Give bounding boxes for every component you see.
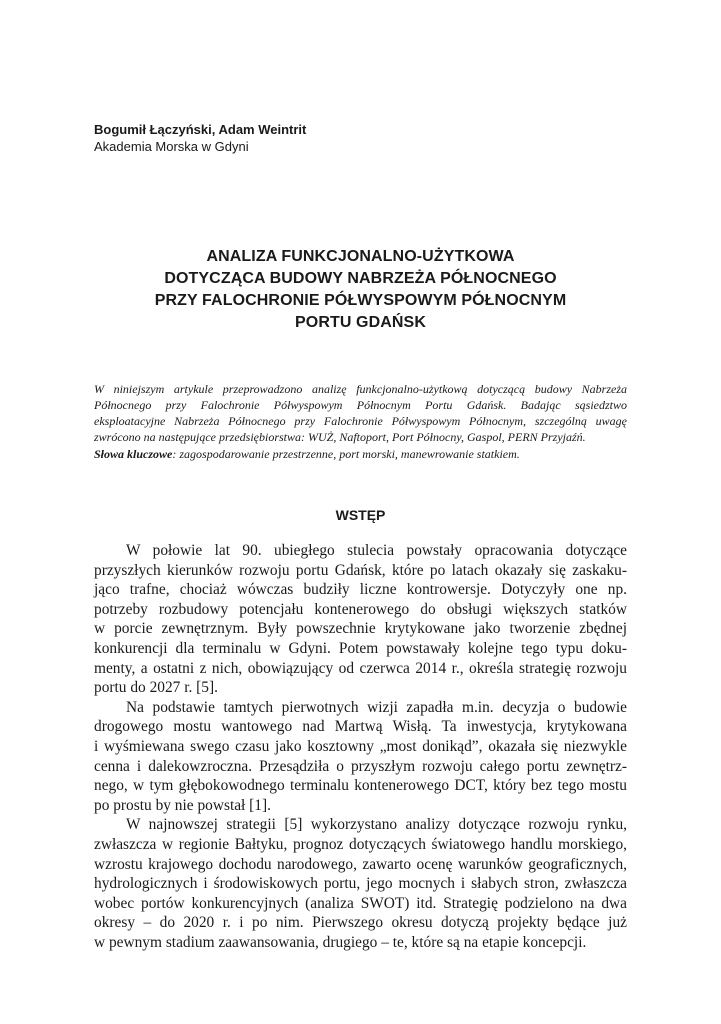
body-line: menty, a ostatni z nich, obowiązujący od czerwca 2014 r., określa strategię rozwoju [94,659,627,677]
body-line: potrzeby rozbudowy potencjału kontenerowego do obsługi większych statków [94,600,627,618]
body-line: w pewnym stadium zaawansowania, drugiego – te, które są na etapie koncepcji. [94,933,587,951]
keywords [94,446,627,462]
body-line: w porcie zewnętrznym. Były powszechnie krytykowane jako tworzenie zbędnej [94,620,627,638]
body-line: portu do 2027 r. [5]. [94,679,218,697]
abstract-line: eksploatacyjne Nabrzeża Północnego przy Falochronie Półwyspowym Północnym, szczególną uwagę [94,414,627,428]
body-line: W najnowszej strategii [5] wykorzystano analizy dotyczące rozwoju rynku, [126,816,627,834]
body-line: wzrostu krajowego dochodu narodowego, zawarto ocenę warunków geograficznych, [94,855,627,873]
title-line: PRZY FALOCHRONIE PÓŁWYSPOWYM PÓŁNOCNYM [154,292,567,309]
abstract [94,381,627,445]
body-line: konkurencji dla terminalu w Gdyni. Potem powstawały kolejne tego typu doku- [94,639,627,657]
body-line: okresy – do 2020 r. i po nim. Pierwszego okresu dotyczą projekty będące już [94,914,627,932]
body-line: drogowego mostu wantowego nad Martwą Wisłą. Ta inwestycja, krytykowana [94,718,627,736]
body-line: wobec portów konkurencyjnych (analiza SWOT) itd. Strategię podzielono na dwa [94,894,627,912]
title-line: DOTYCZĄCA BUDOWY NABRZEŻA PÓŁNOCNEGO [164,270,557,287]
body-line: jąco trafne, chociaż wówczas budziły liczne kontrowersje. Dotyczyły one np. [94,581,627,599]
body-line: po prostu by nie powstał [1]. [94,796,271,814]
title-line: PORTU GDAŃSK [295,314,426,331]
body-line: przyszłych kierunków rozwoju portu Gdańsk, które po latach okazały się zaskaku- [94,561,627,579]
body-line: zwłaszcza w regionie Bałtyku, prognoz dotyczących światowego handlu morskiego, [94,835,627,853]
section-body [94,541,627,952]
author-affiliation: Akademia Morska w Gdyni [94,139,249,154]
body-line: W połowie lat 90. ubiegłego stulecia powstały opracowania dotyczące [126,542,627,559]
abstract-line: W niniejszym artykule przeprowadzono analizę funkcjonalno-użytkową dotyczącą budowy Nabrzeża [94,382,627,396]
keywords-label: Słowa kluczowe [94,447,173,461]
paper-title [94,246,627,334]
section-heading: WSTĘP [335,507,386,523]
keywords-text: : zagospodarowanie przestrzenne, port morski, manewrowanie statkiem. [172,447,520,461]
abstract-line: zwrócono na następujące przedsiębiorstwa: WUŻ, Naftoport, Port Północny, Gaspol, PERN Przyjaźń. [94,430,586,444]
body-line: Na podstawie tamtych pierwotnych wizji zapadła m.in. decyzja o budowie [126,698,627,716]
body-line: hydrologicznych i środowiskowych portu, jego mocnych i słabych stron, zwłaszcza [94,875,627,893]
title-line: ANALIZA FUNKCJONALNO-UŻYTKOWA [206,248,515,265]
author-names: Bogumił Łączyński, Adam Weintrit [94,122,307,137]
body-line: cenna i dalekowzroczna. Przesądziła o przyszłym rozwoju całego portu zewnętrz- [94,757,627,775]
abstract-line: Północnego przy Falochronie Półwyspowym Północnym Portu Gdańsk. Badając sąsiedztwo [94,398,627,412]
body-line: i wyśmiewana swego czasu jako kosztowny „most donikąd”, okazała się niezwykle [94,737,627,755]
body-line: nego, w tym głębokowodnego terminalu kontenerowego DCT, który bez tego mostu [94,777,627,795]
